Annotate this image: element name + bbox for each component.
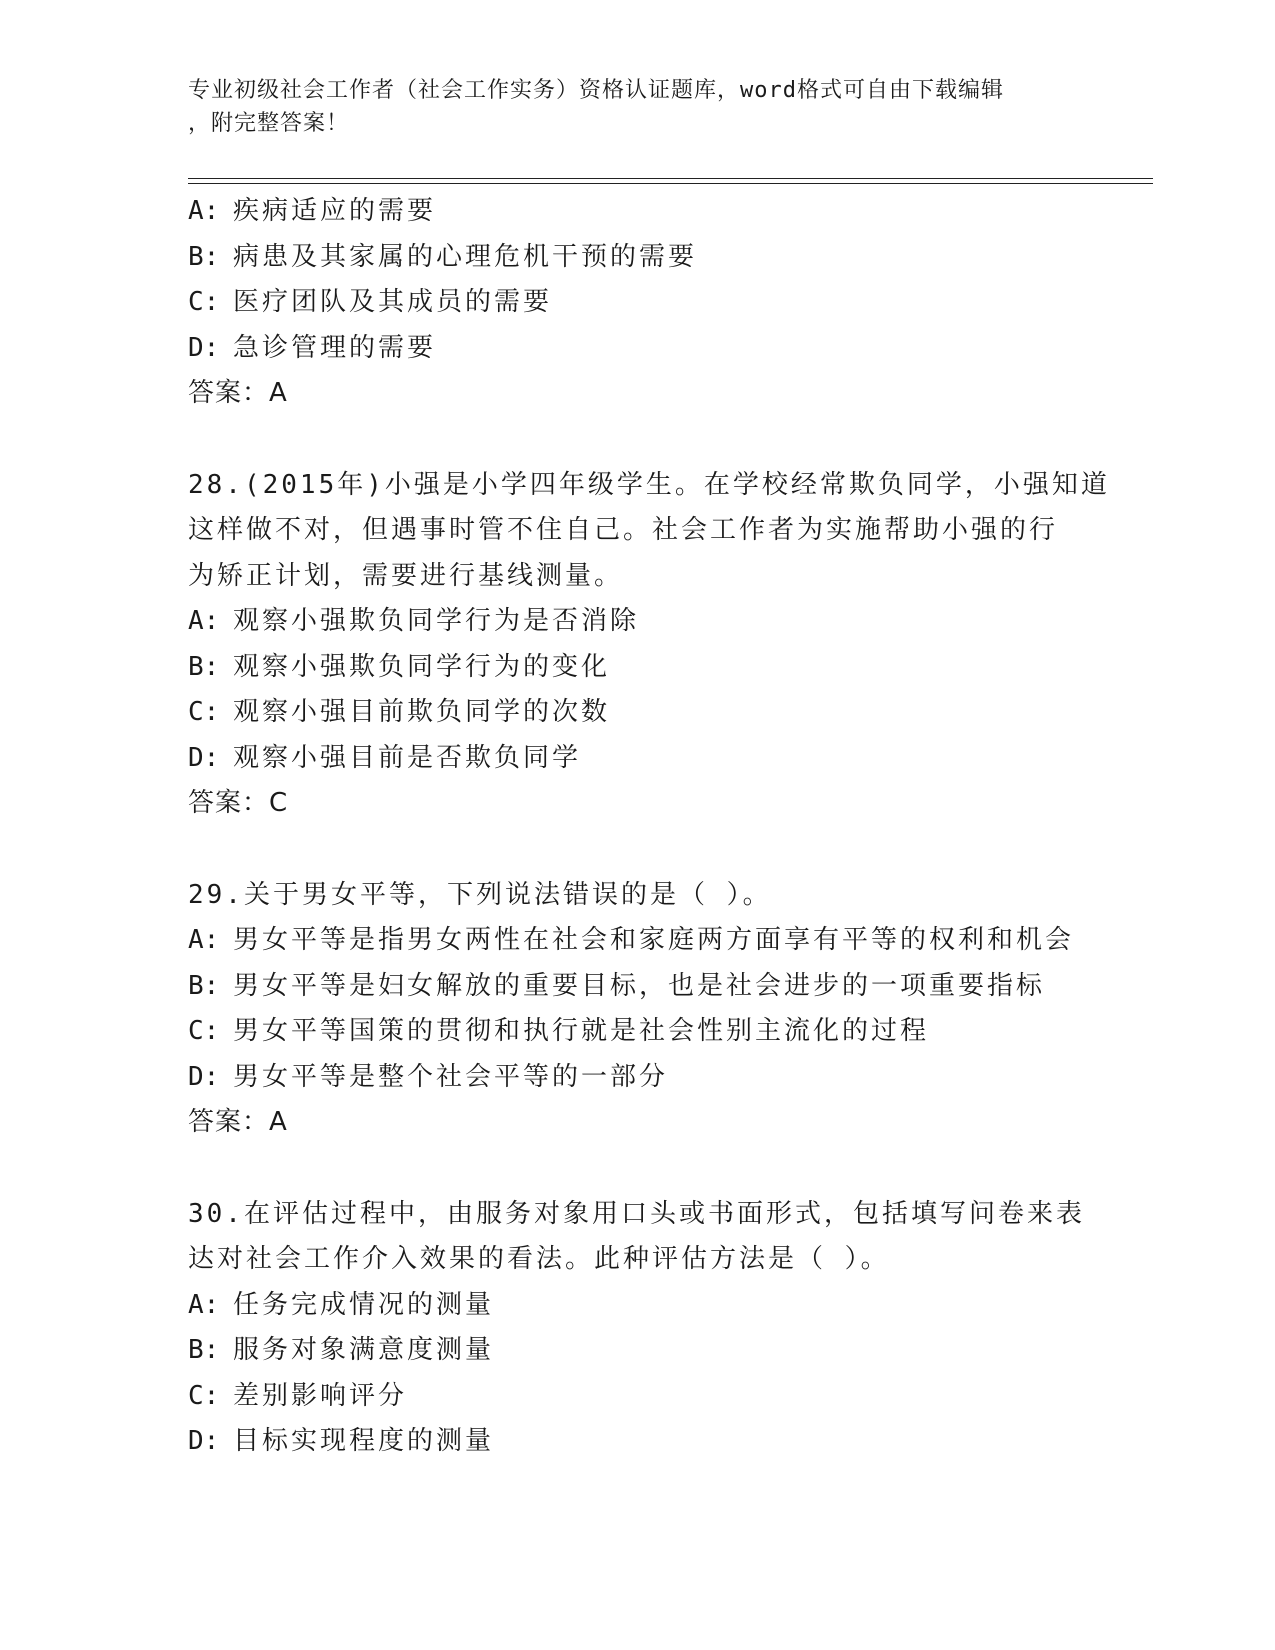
option-d <box>188 1055 1088 1101</box>
option-text: 急诊管理的需要 <box>233 332 437 363</box>
option-text: 医疗团队及其成员的需要 <box>233 287 553 317</box>
spacer <box>188 417 1088 463</box>
option-label: A: <box>188 1289 220 1320</box>
header-title-line-2: ，附完整答案！ <box>188 111 350 136</box>
option-a <box>188 918 1088 964</box>
answer-line: 答案：C <box>188 788 289 818</box>
option-text: 观察小强目前欺负同学的次数 <box>233 697 611 727</box>
option-text: 差别影响评分 <box>233 1380 408 1411</box>
page-header <box>188 74 1078 140</box>
option-text: 服务对象满意度测量 <box>233 1335 495 1365</box>
option-label: A: <box>188 196 220 226</box>
option-label: A: <box>188 925 220 955</box>
option-label: D: <box>188 1426 220 1456</box>
option-c <box>188 690 1088 736</box>
option-label: B: <box>188 1335 220 1365</box>
option-label: D: <box>188 742 220 773</box>
option-label: C: <box>188 287 220 317</box>
option-text: 男女平等是整个社会平等的一部分 <box>233 1061 669 1092</box>
spacer <box>188 827 1088 873</box>
option-label: B: <box>188 651 220 682</box>
stem-line: 29.关于男女平等，下列说法错误的是（ ）。 <box>188 879 772 910</box>
option-a <box>188 599 1088 645</box>
option-label: C: <box>188 1016 220 1046</box>
option-a <box>188 1283 1088 1329</box>
option-label: C: <box>188 697 220 727</box>
option-label: B: <box>188 241 220 272</box>
option-d <box>188 1419 1088 1465</box>
spacer <box>188 1146 1088 1192</box>
option-text: 疾病适应的需要 <box>233 196 437 226</box>
header-double-rule <box>188 178 1153 184</box>
option-text: 男女平等国策的贯彻和执行就是社会性别主流化的过程 <box>233 1016 930 1046</box>
question-30 <box>188 1192 1088 1465</box>
option-d <box>188 736 1088 782</box>
option-text: 男女平等是妇女解放的重要目标，也是社会进步的一项重要指标 <box>233 970 1046 1001</box>
answer-line: 答案：A <box>188 1107 288 1137</box>
stem-line: 这样做不对，但遇事时管不住自己。社会工作者为实施帮助小强的行 <box>188 515 1059 545</box>
option-label: D: <box>188 1061 220 1092</box>
question-content <box>188 189 1110 1465</box>
option-b <box>188 235 1088 281</box>
question-stem <box>188 1192 1088 1283</box>
option-c <box>188 280 1088 326</box>
answer-line: 答案：A <box>188 378 288 408</box>
option-text: 观察小强欺负同学行为是否消除 <box>233 606 640 636</box>
option-text: 任务完成情况的测量 <box>233 1289 495 1320</box>
option-b <box>188 645 1088 691</box>
option-label: B: <box>188 970 220 1001</box>
question-27 <box>188 189 1088 417</box>
option-text: 观察小强目前是否欺负同学 <box>233 742 582 773</box>
option-label: D: <box>188 332 220 363</box>
option-text: 病患及其家属的心理危机干预的需要 <box>233 241 698 272</box>
stem-line: 达对社会工作介入效果的看法。此种评估方法是（ ）。 <box>188 1244 890 1274</box>
stem-line: 30.在评估过程中，由服务对象用口头或书面形式，包括填写问卷来表 <box>188 1198 1085 1229</box>
option-text: 目标实现程度的测量 <box>233 1426 495 1456</box>
stem-line: 28.(2015年)小强是小学四年级学生。在学校经常欺负同学，小强知道 <box>188 469 1110 500</box>
option-c <box>188 1374 1088 1420</box>
question-29 <box>188 873 1088 1146</box>
option-a <box>188 189 1088 235</box>
option-label: A: <box>188 606 220 636</box>
option-d <box>188 326 1088 372</box>
option-c <box>188 1009 1088 1055</box>
option-b <box>188 964 1088 1010</box>
option-b <box>188 1328 1088 1374</box>
option-text: 观察小强欺负同学行为的变化 <box>233 651 611 682</box>
option-label: C: <box>188 1380 220 1411</box>
option-text: 男女平等是指男女两性在社会和家庭两方面享有平等的权利和机会 <box>233 925 1075 955</box>
question-stem <box>188 463 1110 600</box>
stem-line: 为矫正计划，需要进行基线测量。 <box>188 560 624 591</box>
question-stem <box>188 873 1088 919</box>
header-title-line-1: 专业初级社会工作者（社会工作实务）资格认证题库，word格式可自由下载编辑 <box>188 78 1004 103</box>
question-28 <box>188 463 1110 827</box>
